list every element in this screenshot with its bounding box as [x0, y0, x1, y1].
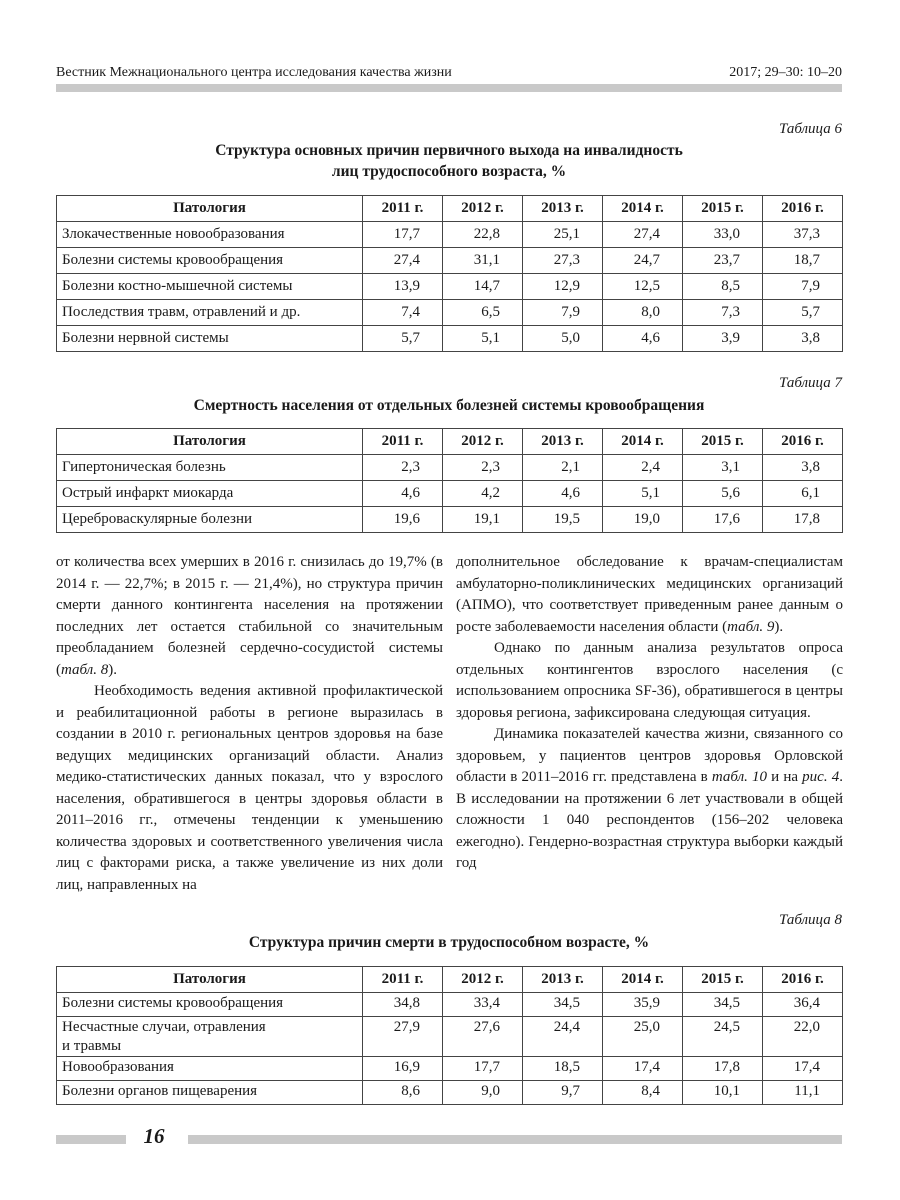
row-label: Болезни органов пищеварения — [57, 1081, 363, 1105]
table-cell: 16,9 — [363, 1057, 443, 1081]
table-cell: 27,9 — [363, 1017, 443, 1057]
table-cell: 3,1 — [683, 455, 763, 481]
table-cell: 2,4 — [603, 455, 683, 481]
table-reference: табл. 10 — [711, 769, 768, 785]
table-cell: 3,8 — [763, 455, 843, 481]
table-cell: 25,1 — [523, 222, 603, 248]
table-cell: 7,9 — [523, 300, 603, 326]
column-header-pathology: Патология — [57, 196, 363, 222]
row-label: Новообразования — [57, 1057, 363, 1081]
table8 — [56, 966, 843, 1105]
paragraph-text: дополнительное обследование к врачам-специалистам амбулаторно-поликлинических медицинских организаций (АПМО), что соответствует приведенным ранее данным о росте заболеваемости населения области ( — [456, 554, 843, 635]
table-cell: 2,1 — [523, 455, 603, 481]
table-cell: 10,1 — [683, 1081, 763, 1105]
table-cell: 17,4 — [603, 1057, 683, 1081]
table-cell: 2,3 — [363, 455, 443, 481]
column-header-year: 2011 г. — [363, 429, 443, 455]
table-row — [57, 1081, 843, 1105]
table-row — [57, 481, 843, 507]
column-header-year: 2013 г. — [523, 967, 603, 993]
table-cell: 34,5 — [523, 993, 603, 1017]
table-row — [57, 1017, 843, 1057]
table-cell: 18,5 — [523, 1057, 603, 1081]
column-header-year: 2015 г. — [683, 429, 763, 455]
table-cell: 5,1 — [443, 326, 523, 352]
journal-title: Вестник Межнационального центра исследования качества жизни — [56, 65, 452, 80]
column-header-year: 2016 г. — [763, 429, 843, 455]
table-cell: 34,8 — [363, 993, 443, 1017]
row-label: Последствия травм, отравлений и др. — [57, 300, 363, 326]
footer-rule-left — [56, 1135, 126, 1144]
paragraph-text: . В исследовании на протяжении 6 лет участвовали в общей сложности 1 040 респондентов (156–202 человека ежегодно). Гендерно-возрастная структура выборки каждый год — [456, 769, 843, 871]
table-row — [57, 507, 843, 533]
table6-title: Структура основных причин первичного выхода на инвалидность лиц трудоспособного возраста, % — [215, 142, 683, 180]
row-label: Болезни нервной системы — [57, 326, 363, 352]
row-label: Злокачественные новообразования — [57, 222, 363, 248]
paragraph-text: ). — [774, 618, 784, 635]
table-cell: 19,6 — [363, 507, 443, 533]
table-cell: 5,7 — [763, 300, 843, 326]
column-header-year: 2013 г. — [523, 196, 603, 222]
table-cell: 17,8 — [683, 1057, 763, 1081]
table-cell: 27,3 — [523, 248, 603, 274]
page-number: 16 — [143, 1124, 165, 1148]
table-cell: 17,6 — [683, 507, 763, 533]
column-header-year: 2012 г. — [443, 967, 523, 993]
table-cell: 33,0 — [683, 222, 763, 248]
table-row — [57, 222, 843, 248]
body-right-column — [456, 552, 843, 875]
table-cell: 24,5 — [683, 1017, 763, 1057]
row-label: Несчастные случаи, отравления и травмы — [57, 1017, 363, 1057]
column-header-year: 2011 г. — [363, 196, 443, 222]
table-cell: 12,5 — [603, 274, 683, 300]
paragraph-text: ). — [108, 661, 117, 678]
row-label: Цереброваскулярные болезни — [57, 507, 363, 533]
table-row — [57, 455, 843, 481]
column-header-year: 2014 г. — [603, 196, 683, 222]
table-row — [57, 1057, 843, 1081]
column-header-pathology: Патология — [57, 429, 363, 455]
table-header-row — [57, 196, 843, 222]
table-cell: 2,3 — [443, 455, 523, 481]
paragraph — [456, 724, 843, 875]
row-label: Гипертоническая болезнь — [57, 455, 363, 481]
table-cell: 22,0 — [763, 1017, 843, 1057]
figure-reference: рис. 4 — [802, 769, 840, 785]
row-label: Болезни системы кровообращения — [57, 248, 363, 274]
table-cell: 5,7 — [363, 326, 443, 352]
table6-label: Таблица 6 — [779, 121, 842, 137]
table7-title: Смертность населения от отдельных болезней системы кровообращения — [193, 397, 705, 414]
table-row — [57, 993, 843, 1017]
table8-label: Таблица 8 — [779, 912, 842, 928]
footer-rule-right — [188, 1135, 842, 1144]
table-cell: 4,6 — [523, 481, 603, 507]
table-cell: 17,4 — [763, 1057, 843, 1081]
table7 — [56, 428, 843, 533]
table-cell: 9,0 — [443, 1081, 523, 1105]
table-cell: 27,4 — [363, 248, 443, 274]
table-row — [57, 248, 843, 274]
table-cell: 17,7 — [363, 222, 443, 248]
table-cell: 37,3 — [763, 222, 843, 248]
table-cell: 24,7 — [603, 248, 683, 274]
table-cell: 31,1 — [443, 248, 523, 274]
table-cell: 11,1 — [763, 1081, 843, 1105]
column-header-year: 2014 г. — [603, 429, 683, 455]
column-header-pathology: Патология — [57, 967, 363, 993]
issue-info: 2017; 29–30: 10–20 — [729, 65, 842, 80]
column-header-year: 2013 г. — [523, 429, 603, 455]
column-header-year: 2012 г. — [443, 196, 523, 222]
header-rule — [56, 84, 842, 92]
row-label: Болезни костно-мышечной системы — [57, 274, 363, 300]
table-row — [57, 274, 843, 300]
table-cell: 12,9 — [523, 274, 603, 300]
running-header — [56, 61, 842, 81]
table-header-row — [57, 967, 843, 993]
paragraph: Однако по данным анализа результатов опроса отдельных контингентов взрослого населения (с использованием опросника SF-36), обратившегося в центры здоровья региона, зафиксирована следующая ситуация. — [456, 640, 843, 721]
table7-label: Таблица 7 — [779, 375, 842, 391]
table-cell: 8,6 — [363, 1081, 443, 1105]
column-header-year: 2016 г. — [763, 967, 843, 993]
table-cell: 3,8 — [763, 326, 843, 352]
table-cell: 19,1 — [443, 507, 523, 533]
table-cell: 34,5 — [683, 993, 763, 1017]
table-reference: табл. 9 — [727, 618, 775, 635]
paragraph — [456, 552, 843, 638]
table-cell: 4,2 — [443, 481, 523, 507]
table-cell: 8,0 — [603, 300, 683, 326]
table-cell: 23,7 — [683, 248, 763, 274]
table-header-row — [57, 429, 843, 455]
table-cell: 19,0 — [603, 507, 683, 533]
table8-title: Структура причин смерти в трудоспособном возрасте, % — [248, 934, 650, 951]
table6 — [56, 195, 843, 352]
paragraph — [56, 552, 443, 681]
table-cell: 24,4 — [523, 1017, 603, 1057]
table-cell: 7,9 — [763, 274, 843, 300]
table-cell: 7,3 — [683, 300, 763, 326]
table-cell: 36,4 — [763, 993, 843, 1017]
paragraph-text: и на — [767, 769, 803, 785]
table-cell: 5,0 — [523, 326, 603, 352]
table-reference: табл. 8 — [61, 661, 109, 678]
table-cell: 5,1 — [603, 481, 683, 507]
table-cell: 4,6 — [603, 326, 683, 352]
table-cell: 17,7 — [443, 1057, 523, 1081]
column-header-year: 2014 г. — [603, 967, 683, 993]
paragraph-text: Динамика показателей качества жизни, связанного со здоровьем, у пациентов центров здоровья Орловской области в 2011–2016 гг. представлена в — [456, 726, 843, 785]
row-label: Острый инфаркт миокарда — [57, 481, 363, 507]
table-cell: 19,5 — [523, 507, 603, 533]
table-cell: 8,4 — [603, 1081, 683, 1105]
table-cell: 7,4 — [363, 300, 443, 326]
column-header-year: 2016 г. — [763, 196, 843, 222]
table-cell: 35,9 — [603, 993, 683, 1017]
table-cell: 3,9 — [683, 326, 763, 352]
table-cell: 6,5 — [443, 300, 523, 326]
column-header-year: 2015 г. — [683, 967, 763, 993]
table-cell: 33,4 — [443, 993, 523, 1017]
table-cell: 14,7 — [443, 274, 523, 300]
table-cell: 27,6 — [443, 1017, 523, 1057]
paragraph: Необходимость ведения активной профилактической и реабилитационной работы в регионе выразилась в создании в 2010 г. региональных центров здоровья на базе ведущих медицинских организаций области. Анализ медико-статистических данных показал, что у взрослого населения, обратившегося в центры здоровья области в 2011–2016 гг., отмечены тенденции к уменьшению количества здоровых и соответственного увеличения числа лиц с факторами риска, а также увеличение из них доли лиц, направленных на — [56, 683, 443, 893]
column-header-year: 2015 г. — [683, 196, 763, 222]
table-cell: 9,7 — [523, 1081, 603, 1105]
table-cell: 17,8 — [763, 507, 843, 533]
table-cell: 5,6 — [683, 481, 763, 507]
table-cell: 6,1 — [763, 481, 843, 507]
row-label: Болезни системы кровообращения — [57, 993, 363, 1017]
table-cell: 25,0 — [603, 1017, 683, 1057]
table-cell: 22,8 — [443, 222, 523, 248]
column-header-year: 2012 г. — [443, 429, 523, 455]
table-cell: 13,9 — [363, 274, 443, 300]
table-cell: 18,7 — [763, 248, 843, 274]
table-cell: 27,4 — [603, 222, 683, 248]
table-cell: 4,6 — [363, 481, 443, 507]
paragraph-text: от количества всех умерших в 2016 г. снизилась до 19,7% (в 2014 г. — 22,7%; в 2015 г. — 21,4%), но структура причин смерти данного контингента населения на протяжении последних лет остается стабильной со значительным преобладанием болезней сердечно-сосудистой системы ( — [56, 554, 443, 678]
body-left-column — [56, 552, 443, 896]
table-cell: 8,5 — [683, 274, 763, 300]
table-row — [57, 326, 843, 352]
column-header-year: 2011 г. — [363, 967, 443, 993]
table-row — [57, 300, 843, 326]
